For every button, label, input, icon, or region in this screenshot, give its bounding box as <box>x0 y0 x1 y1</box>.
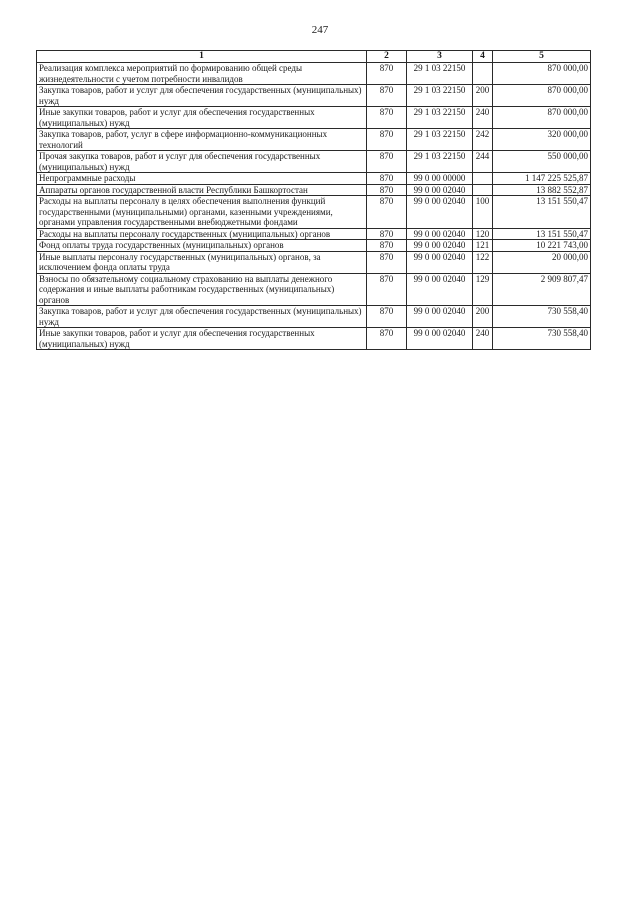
column-header-4: 4 <box>473 51 493 63</box>
cell-target-article: 29 1 03 22150 <box>407 151 473 173</box>
cell-ministry-code: 870 <box>367 240 407 252</box>
cell-ministry-code: 870 <box>367 306 407 328</box>
cell-amount: 13 151 550,47 <box>493 228 591 240</box>
cell-row-name: Фонд оплаты труда государственных (муниципальных) органов <box>37 240 367 252</box>
cell-row-name: Непрограммные расходы <box>37 173 367 185</box>
cell-target-article: 29 1 03 22150 <box>407 107 473 129</box>
cell-ministry-code: 870 <box>367 107 407 129</box>
table-row <box>37 129 591 151</box>
cell-target-article: 99 0 00 02040 <box>407 240 473 252</box>
table-row <box>37 107 591 129</box>
cell-expense-type: 240 <box>473 328 493 350</box>
table-row <box>37 228 591 240</box>
cell-amount: 870 000,00 <box>493 107 591 129</box>
table-row <box>37 240 591 252</box>
cell-amount: 870 000,00 <box>493 85 591 107</box>
cell-row-name: Иные закупки товаров, работ и услуг для обеспечения государственных (муниципальных) нужд <box>37 328 367 350</box>
cell-target-article: 99 0 00 02040 <box>407 251 473 273</box>
cell-expense-type: 129 <box>473 273 493 306</box>
cell-amount: 1 147 225 525,87 <box>493 173 591 185</box>
cell-expense-type <box>473 184 493 196</box>
cell-target-article: 99 0 00 02040 <box>407 273 473 306</box>
column-header-3: 3 <box>407 51 473 63</box>
cell-expense-type <box>473 63 493 85</box>
cell-expense-type: 200 <box>473 85 493 107</box>
cell-row-name: Расходы на выплаты персоналу в целях обеспечения выполнения функций государственными (муниципальными) органами, казенными учреждениями, органами управления государственными внебюджетными фондами <box>37 196 367 229</box>
cell-expense-type: 240 <box>473 107 493 129</box>
cell-ministry-code: 870 <box>367 328 407 350</box>
table-row <box>37 328 591 350</box>
cell-amount: 13 882 552,87 <box>493 184 591 196</box>
cell-amount: 730 558,40 <box>493 306 591 328</box>
table-row <box>37 251 591 273</box>
cell-ministry-code: 870 <box>367 85 407 107</box>
table-header-row <box>37 51 591 63</box>
cell-expense-type: 244 <box>473 151 493 173</box>
cell-expense-type: 242 <box>473 129 493 151</box>
table-body <box>37 63 591 350</box>
cell-row-name: Реализация комплекса мероприятий по формированию общей среды жизнедеятельности с учетом потребности инвалидов <box>37 63 367 85</box>
column-header-1: 1 <box>37 51 367 63</box>
table-row <box>37 63 591 85</box>
cell-target-article: 29 1 03 22150 <box>407 85 473 107</box>
cell-target-article: 99 0 00 02040 <box>407 306 473 328</box>
column-header-5: 5 <box>493 51 591 63</box>
cell-ministry-code: 870 <box>367 151 407 173</box>
cell-row-name: Прочая закупка товаров, работ и услуг для обеспечения государственных (муниципальных) нужд <box>37 151 367 173</box>
column-header-2: 2 <box>367 51 407 63</box>
cell-expense-type: 121 <box>473 240 493 252</box>
cell-row-name: Аппараты органов государственной власти Республики Башкортостан <box>37 184 367 196</box>
cell-ministry-code: 870 <box>367 228 407 240</box>
cell-amount: 20 000,00 <box>493 251 591 273</box>
cell-row-name: Иные закупки товаров, работ и услуг для обеспечения государственных (муниципальных) нужд <box>37 107 367 129</box>
cell-expense-type: 100 <box>473 196 493 229</box>
cell-ministry-code: 870 <box>367 196 407 229</box>
cell-ministry-code: 870 <box>367 273 407 306</box>
cell-amount: 730 558,40 <box>493 328 591 350</box>
page-number: 247 <box>311 24 329 36</box>
cell-amount: 320 000,00 <box>493 129 591 151</box>
table-row <box>37 196 591 229</box>
cell-row-name: Закупка товаров, работ и услуг для обеспечения государственных (муниципальных) нужд <box>37 306 367 328</box>
cell-target-article: 99 0 00 00000 <box>407 173 473 185</box>
cell-target-article: 99 0 00 02040 <box>407 328 473 350</box>
budget-table <box>36 50 591 350</box>
cell-ministry-code: 870 <box>367 184 407 196</box>
cell-target-article: 29 1 03 22150 <box>407 129 473 151</box>
table-row <box>37 184 591 196</box>
cell-ministry-code: 870 <box>367 63 407 85</box>
table-row <box>37 306 591 328</box>
cell-amount: 870 000,00 <box>493 63 591 85</box>
cell-row-name: Взносы по обязательному социальному страхованию на выплаты денежного содержания и иные выплаты работникам государственных (муниципальных) органов <box>37 273 367 306</box>
cell-expense-type: 200 <box>473 306 493 328</box>
cell-amount: 550 000,00 <box>493 151 591 173</box>
cell-target-article: 99 0 00 02040 <box>407 228 473 240</box>
cell-amount: 10 221 743,00 <box>493 240 591 252</box>
cell-row-name: Закупка товаров, работ, услуг в сфере информационно-коммуникационных технологий <box>37 129 367 151</box>
cell-ministry-code: 870 <box>367 173 407 185</box>
cell-expense-type: 122 <box>473 251 493 273</box>
cell-row-name: Расходы на выплаты персоналу государственных (муниципальных) органов <box>37 228 367 240</box>
cell-ministry-code: 870 <box>367 129 407 151</box>
cell-amount: 2 909 807,47 <box>493 273 591 306</box>
table-row <box>37 273 591 306</box>
table-row <box>37 173 591 185</box>
cell-target-article: 99 0 00 02040 <box>407 196 473 229</box>
cell-row-name: Закупка товаров, работ и услуг для обеспечения государственных (муниципальных) нужд <box>37 85 367 107</box>
cell-target-article: 29 1 03 22150 <box>407 63 473 85</box>
cell-amount: 13 151 550,47 <box>493 196 591 229</box>
table-row <box>37 85 591 107</box>
cell-expense-type: 120 <box>473 228 493 240</box>
cell-target-article: 99 0 00 02040 <box>407 184 473 196</box>
table-row <box>37 151 591 173</box>
cell-ministry-code: 870 <box>367 251 407 273</box>
cell-row-name: Иные выплаты персоналу государственных (муниципальных) органов, за исключением фонда оплаты труда <box>37 251 367 273</box>
cell-expense-type <box>473 173 493 185</box>
